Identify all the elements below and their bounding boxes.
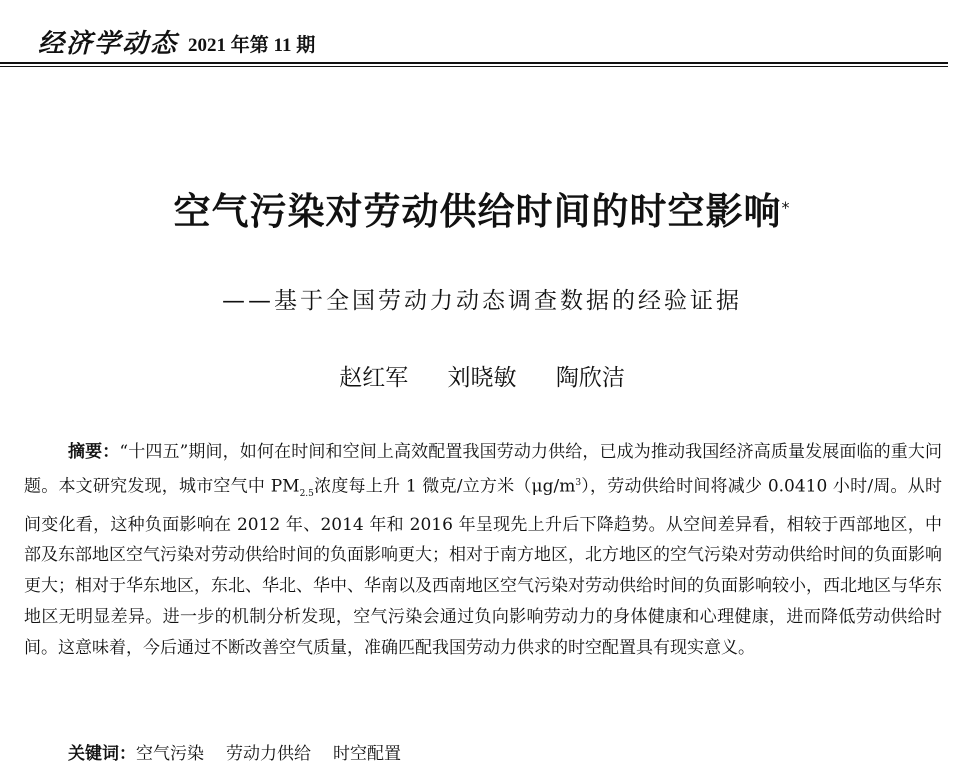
unit-superscript: 3	[575, 477, 582, 488]
journal-header	[38, 22, 315, 62]
author-name: 刘晓敏	[447, 365, 517, 391]
abstract-label: 摘要：	[68, 442, 120, 462]
keywords-label: 关键词：	[68, 744, 136, 764]
abstract-text: ），劳动供给时间将减少 0.0410 小时/周。从时间变化看，这种负面影响在 2012 年、2014 年和 2016 年呈现先上升后下降趋势。从空间差异看，相较于西部地区，中部及东部地区空气污染对劳动供给时间的负面影响更大；相对于南方地区，北方地区的空气污染对劳动供给时间的负面影响更大；相对于华东地区，东北、华北、华中、华南以及西南地区空气污染对劳动供给时间的负面影响较小，西北地区与华东地区无明显差异。进一步的机制分析发现，空气污染会通过负向影响劳动力的身体健康和心理健康，进而降低劳动供给时间。这意味着，今后通过不断改善空气质量，准确匹配我国劳动力供求的时空配置具有现实意义。	[24, 476, 942, 658]
journal-name: 经济学动态	[38, 29, 179, 59]
header-rule-thin	[0, 66, 948, 67]
article-subtitle: ——基于全国劳动力动态调查数据的经验证据	[222, 288, 742, 314]
abstract	[24, 437, 942, 664]
keyword: 劳动力供给	[226, 744, 311, 764]
keywords	[68, 740, 423, 768]
issue-number: 2021 年第 11 期	[188, 35, 316, 56]
keyword: 时空配置	[333, 744, 401, 764]
header-rule	[0, 62, 948, 64]
title-text: 空气污染对劳动供给时间的时空影响	[173, 190, 782, 233]
abstract-text: “十四五”期间，如何在时间和空间上高效配置我国劳动力供给，已成为推动我国经济高质量发展面临的重大问题。本文研究发现，城市空气中 PM	[24, 442, 942, 497]
pm-subscript: 2.5	[299, 488, 314, 499]
abstract-text: 浓度每上升 1 微克/立方米（μg/m	[313, 476, 576, 497]
keyword: 空气污染	[136, 744, 204, 764]
author-name: 陶欣洁	[555, 365, 625, 391]
article-title	[0, 187, 964, 237]
author-list	[0, 358, 964, 398]
title-footnote-mark: *	[781, 198, 791, 217]
author-name: 赵红军	[339, 365, 409, 391]
